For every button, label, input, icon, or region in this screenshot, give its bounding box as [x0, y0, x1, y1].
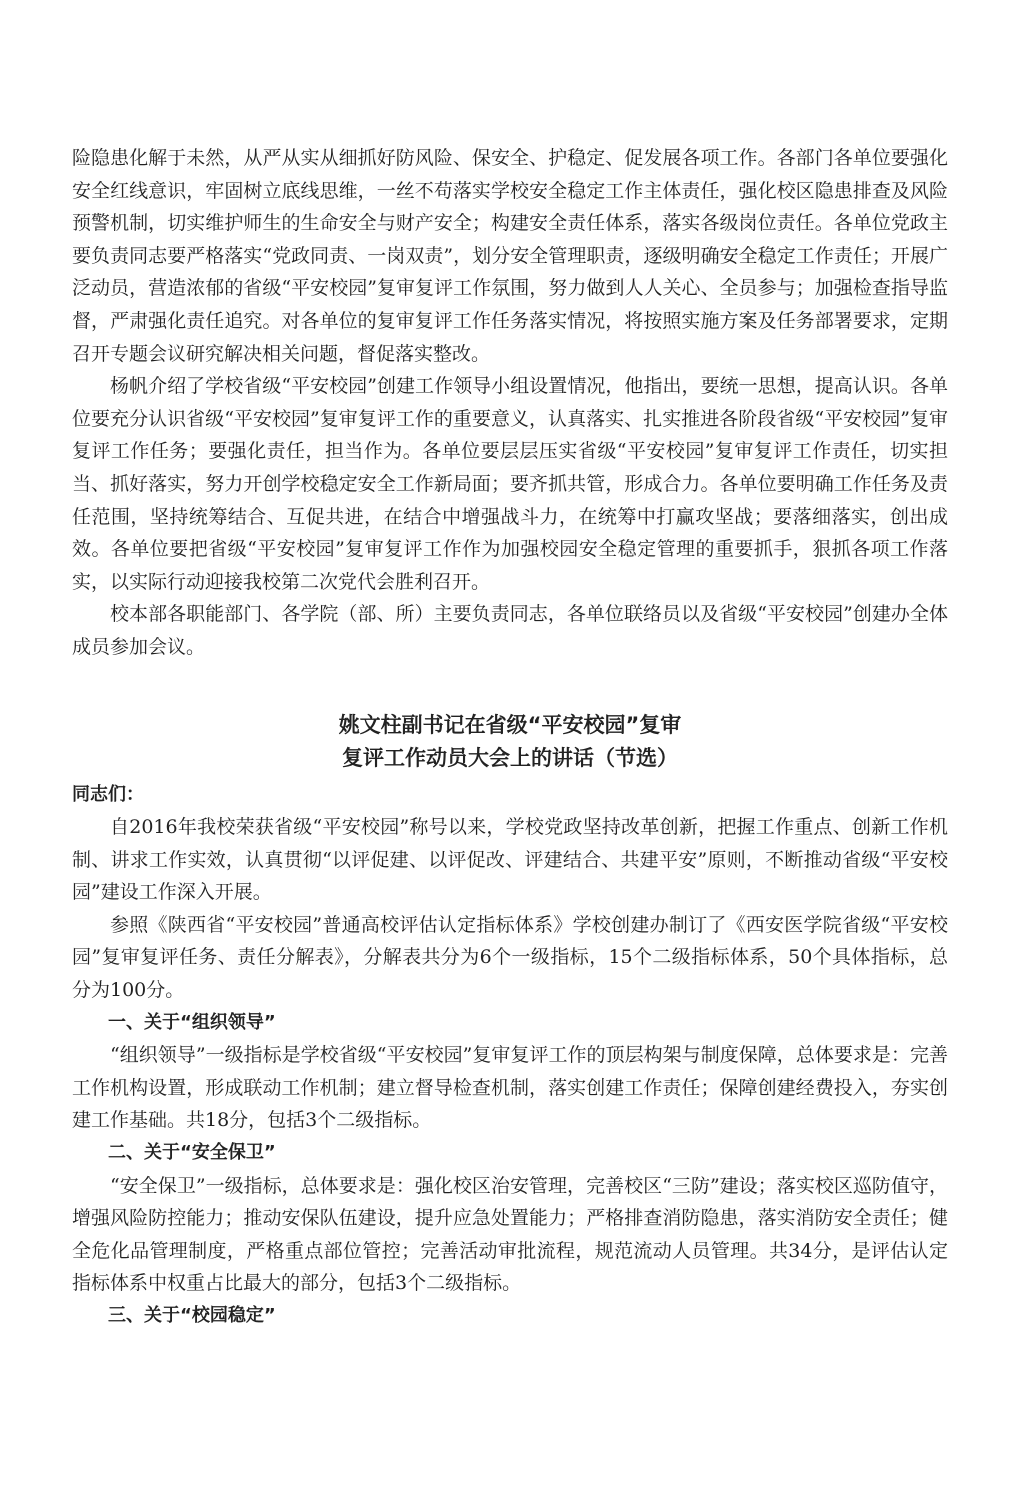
paragraph: 自2016年我校荣获省级“平安校园”称号以来，学校党政坚持改革创新，把握工作重点、创新工作机制、讲求工作实效，认真贯彻“以评促建、以评促改、评建结合、共建平安”原则，不断推动省级“平安校园”建设工作深入开展。	[72, 816, 948, 904]
document-page	[72, 142, 948, 1333]
article-title-line-1: 姚文柱副书记在省级“平安校园”复审	[338, 712, 682, 737]
article-title-line-2: 复评工作动员大会上的讲话（节选）	[342, 745, 678, 770]
paragraph: 参照《陕西省“平安校园”普通高校评估认定指标体系》学校创建办制订了《西安医学院省级“平安校园”复审复评任务、责任分解表》，分解表共分为6个一级指标，15个二级指标体系，50个具体指标，总分为100分。	[72, 913, 948, 1002]
paragraph: “安全保卫”一级指标，总体要求是：强化校区治安管理，完善校区“三防”建设；落实校区巡防值守，增强风险防控能力；推动安保队伍建设，提升应急处置能力；严格排查消防隐患，落实消防安全责任；健全危化品管理制度，严格重点部位管控；完善活动审批流程，规范流动人员管理。共34分，是评估认定指标体系中权重占比最大的部分，包括3个二级指标。	[72, 1174, 948, 1295]
section-heading-stability: 三、关于“校园稳定”	[108, 1305, 276, 1326]
paragraph: 校本部各职能部门、各学院（部、所）主要负责同志，各单位联络员以及省级“平安校园”创建办全体成员参加会议。	[72, 603, 948, 658]
section-meeting-report	[72, 142, 948, 664]
paragraph: “组织领导”一级指标是学校省级“平安校园”复审复评工作的顶层构架与制度保障，总体要求是：完善工作机构设置，形成联动工作机制；建立督导检查机制，落实创建工作责任；保障创建经费投入，夯实创建工作基础。共18分，包括3个二级指标。	[72, 1044, 948, 1132]
paragraph: 杨帆介绍了学校省级“平安校园”创建工作领导小组设置情况，他指出，要统一思想，提高认识。各单位要充分认识省级“平安校园”复审复评工作的重要意义，认真落实、扎实推进各阶段省级“平安校园”复审复评工作任务；要强化责任，担当作为。各单位要层层压实省级“平安校园”复审复评工作责任，切实担当、抓好落实，努力开创学校稳定安全工作新局面；要齐抓共管，形成合力。各单位要明确工作任务及责任范围，坚持统筹结合、互促共进，在结合中增强战斗力，在统筹中打赢攻坚战；要落细落实，创出成效。各单位要把省级“平安校园”复审复评工作作为加强校园安全稳定管理的重要抓手，狠抓各项工作落实，以实际行动迎接我校第二次党代会胜利召开。	[72, 375, 948, 593]
article-title	[72, 709, 948, 775]
salutation: 同志们：	[72, 783, 144, 805]
paragraph: 险隐患化解于未然，从严从实从细抓好防风险、保安全、护稳定、促发展各项工作。各部门各单位要强化安全红线意识，牢固树立底线思维，一丝不苟落实学校安全稳定工作主体责任，强化校区隐患排查及风险预警机制，切实维护师生的生命安全与财产安全；构建安全责任体系，落实各级岗位责任。各单位党政主要负责同志要严格落实“党政同责、一岗双责”，划分安全管理职责，逐级明确安全稳定工作责任；开展广泛动员，营造浓郁的省级“平安校园”复审复评工作氛围，努力做到人人关心、全员参与；加强检查指导监督，严肃强化责任追究。对各单位的复审复评工作任务落实情况，将按照实施方案及任务部署要求，定期召开专题会议研究解决相关问题，督促落实整改。	[72, 147, 948, 365]
section-heading-security: 二、关于“安全保卫”	[108, 1142, 276, 1164]
section-heading-organization: 一、关于“组织领导”	[108, 1011, 276, 1033]
